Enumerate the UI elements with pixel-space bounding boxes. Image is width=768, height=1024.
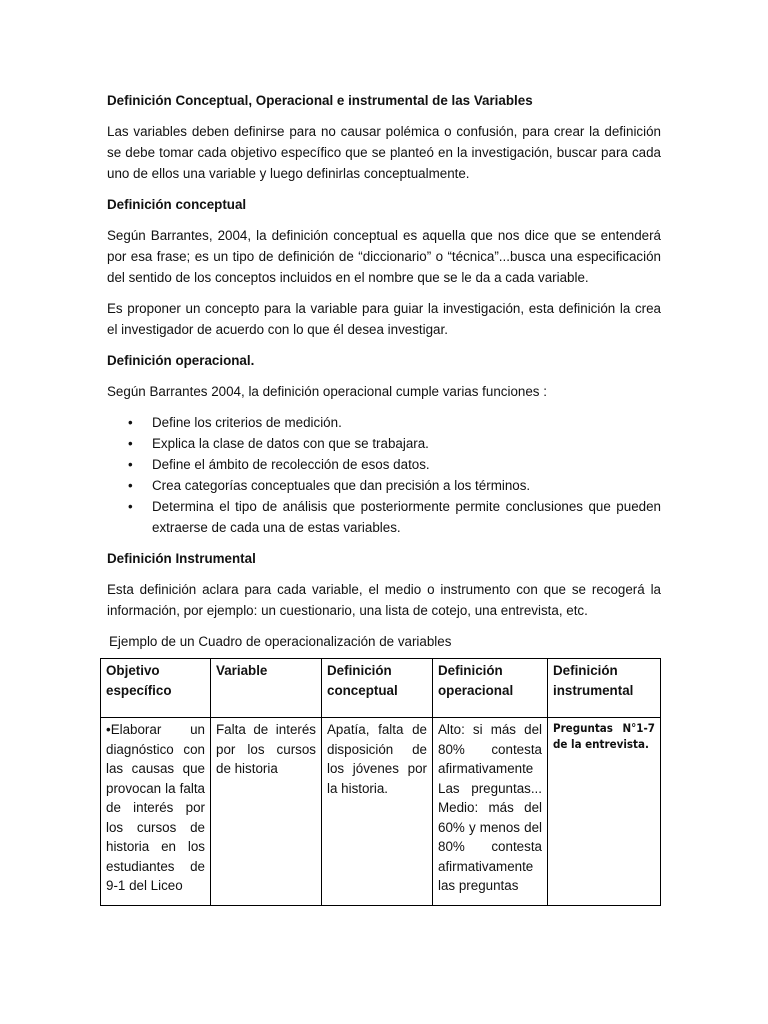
- bullet-icon: •: [128, 436, 133, 451]
- conceptual-paragraph-1: Según Barrantes, 2004, la definición conceptual es aquella que nos dice que se entenderá por esa frase; es un tipo de definición de “diccionario” o “técnica”...busca una especificación del sentido de los conceptos incluidos en el nombre que se le da a cada variable.: [107, 228, 661, 285]
- operational-functions-list: [107, 412, 661, 538]
- header-conceptual: Definición conceptual: [322, 659, 433, 718]
- cell-objective: •Elaborar un diagnóstico con las causas que provocan la falta de interés por los cursos de historia en los estudiantes de 9-1 del Liceo: [101, 718, 211, 906]
- conceptual-heading: Definición conceptual: [107, 197, 247, 212]
- header-operational: Definición operacional: [433, 659, 548, 718]
- table-row: [101, 718, 661, 906]
- operational-heading: Definición operacional.: [107, 353, 255, 368]
- instrumental-paragraph: Esta definición aclara para cada variable, el medio o instrumento con que se recogerá la información, por ejemplo: un cuestionario, una lista de cotejo, una entrevista, etc.: [107, 582, 661, 618]
- bullet-icon: •: [128, 478, 133, 493]
- cell-instrumental: Preguntas N°1-7 de la entrevista.: [548, 718, 661, 906]
- bullet-icon: •: [128, 415, 133, 430]
- document-title: Definición Conceptual, Operacional e instrumental de las Variables: [107, 93, 533, 108]
- table-caption: Ejemplo de un Cuadro de operacionalización de variables: [109, 634, 452, 649]
- document-page: [107, 90, 661, 906]
- header-objective: Objetivo específico: [101, 659, 211, 718]
- operational-intro: Según Barrantes 2004, la definición operacional cumple varias funciones :: [107, 384, 547, 399]
- intro-paragraph: Las variables deben definirse para no causar polémica o confusión, para crear la definición se debe tomar cada objetivo específico que se planteó en la investigación, buscar para cada uno de ellos una variable y luego definirlas conceptualmente.: [107, 124, 661, 181]
- conceptual-paragraph-2: Es proponer un concepto para la variable para guiar la investigación, esta definición la crea el investigador de acuerdo con lo que él desea investigar.: [107, 301, 661, 337]
- cell-operational: Alto: si más del 80% contesta afirmativamente Las preguntas... Medio: más del 60% y menos del 80% contesta afirmativamente las preguntas: [433, 718, 548, 906]
- list-item: [107, 433, 661, 454]
- list-item-text: Crea categorías conceptuales que dan precisión a los términos.: [152, 478, 531, 493]
- list-item-text: Explica la clase de datos con que se trabajara.: [152, 436, 429, 451]
- header-variable: Variable: [211, 659, 322, 718]
- list-item: [107, 475, 661, 496]
- bullet-icon: •: [128, 457, 133, 472]
- list-item: [107, 496, 661, 538]
- list-item: [107, 412, 661, 433]
- instrumental-heading: Definición Instrumental: [107, 551, 256, 566]
- bullet-icon: •: [128, 499, 133, 514]
- list-item-text: Determina el tipo de análisis que posteriormente permite conclusiones que pueden extraerse de cada una de estas variables.: [152, 499, 661, 535]
- list-item: [107, 454, 661, 475]
- table-header-row: [101, 659, 661, 718]
- cell-conceptual: Apatía, falta de disposición de los jóvenes por la historia.: [322, 718, 433, 906]
- list-item-text: Define los criterios de medición.: [152, 415, 342, 430]
- cell-variable: Falta de interés por los cursos de historia: [211, 718, 322, 906]
- header-instrumental: Definición instrumental: [548, 659, 661, 718]
- operationalization-table: [100, 658, 661, 906]
- list-item-text: Define el ámbito de recolección de esos datos.: [152, 457, 430, 472]
